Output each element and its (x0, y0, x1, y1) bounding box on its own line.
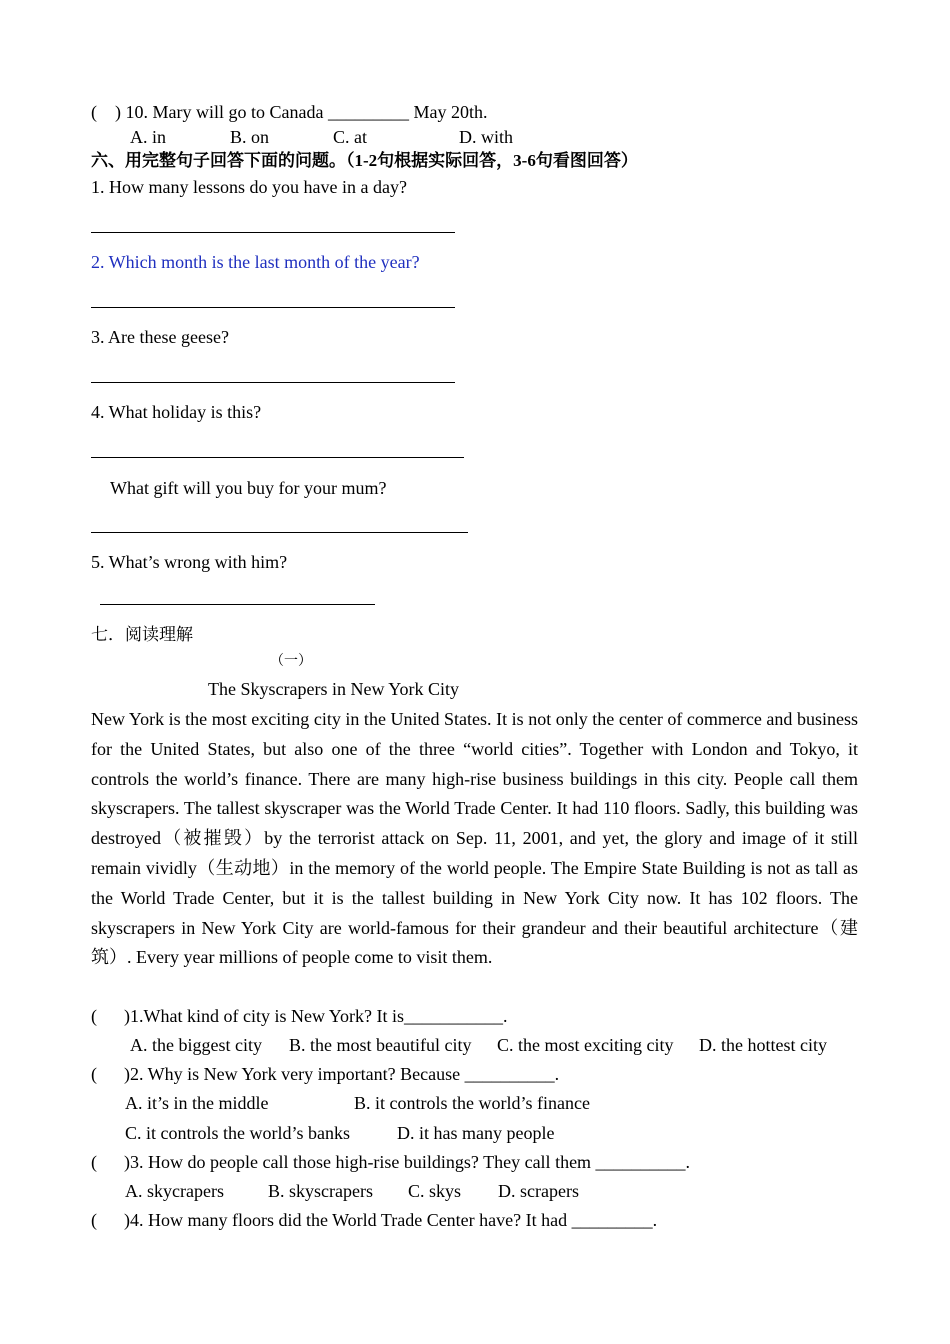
r-q3-option-b: B. skyscrapers (268, 1181, 373, 1201)
passage-title: The Skyscrapers in New York City (208, 679, 459, 699)
s6-question-4b: What gift will you buy for your mum? (110, 478, 387, 498)
r-q3-option-c: C. skys (408, 1181, 462, 1201)
q10-option-a: A. in (130, 127, 166, 147)
s6-question-5: 5. What’s wrong with him? (91, 552, 288, 572)
r-q2-option-b: B. it controls the world’s finance (354, 1093, 590, 1113)
answer-line-1[interactable] (91, 232, 455, 233)
r-q4-stem: ( )4. How many floors did the World Trade Center have? It had _________. (91, 1210, 658, 1230)
r-q3-option-d: D. scrapers (498, 1181, 579, 1201)
r-q2-stem: ( )2. Why is New York very important? Because __________. (91, 1064, 560, 1084)
q10-option-d: D. with (459, 127, 513, 147)
r-q1-stem: ( )1.What kind of city is New York? It is___________. (91, 1006, 508, 1026)
reading-passage: New York is the most exciting city in the United States. It is not only the center of commerce and business for the United States, but also one of the three “world cities”. Together with London and Tokyo, it controls the world’s finance. There are many high-rise business buildings in this city. People call them skyscrapers. The tallest skyscraper was the World Trade Center. It had 110 floors. Sadly, this building was destroyed（被摧毁）by the terrorist attack on Sep. 11, 2001, and yet, the glory and image of it still remain vividly（生动地）in the memory of the world people. The Empire State Building is not as tall as the World Trade Center, but it is the tallest building in New York City now. It has 102 floors. The skyscrapers in New York City are world-famous for their grandeur and their beautiful architecture（建筑）. Every year millions of people come to visit them. (91, 709, 858, 968)
answer-line-4b[interactable] (91, 532, 468, 533)
s6-question-4: 4. What holiday is this? (91, 402, 262, 422)
section6-heading: 六、用完整句子回答下面的问题。（1-2句根据实际回答，3-6句看图回答） (91, 151, 638, 170)
q10-option-c: C. at (333, 127, 367, 147)
s6-question-1: 1. How many lessons do you have in a day? (91, 177, 407, 197)
q10-option-b: B. on (230, 127, 270, 147)
answer-line-3[interactable] (91, 382, 455, 383)
r-q1-option-b: B. the most beautiful city (289, 1035, 472, 1055)
r-q2-option-d: D. it has many people (397, 1123, 555, 1143)
section7-part-label: （一） (270, 653, 312, 669)
r-q2-option-a: A. it’s in the middle (125, 1093, 269, 1113)
s6-question-2: 2. Which month is the last month of the year? (91, 252, 420, 272)
r-q1-option-d: D. the hottest city (699, 1035, 827, 1055)
s6-question-3: 3. Are these geese? (91, 327, 229, 347)
q10-stem: ( ) 10. Mary will go to Canada _________ May 20th. (91, 102, 488, 122)
r-q2-option-c: C. it controls the world’s banks (125, 1123, 350, 1143)
section7-heading: 七．阅读理解 (91, 625, 193, 645)
r-q1-option-a: A. the biggest city (130, 1035, 262, 1055)
answer-line-5[interactable] (100, 604, 375, 605)
r-q3-option-a: A. skycrapers (125, 1181, 224, 1201)
r-q3-stem: ( )3. How do people call those high-rise buildings? They call them __________. (91, 1152, 691, 1172)
answer-line-2[interactable] (91, 307, 455, 308)
answer-line-4[interactable] (91, 457, 464, 458)
r-q1-option-c: C. the most exciting city (497, 1035, 674, 1055)
